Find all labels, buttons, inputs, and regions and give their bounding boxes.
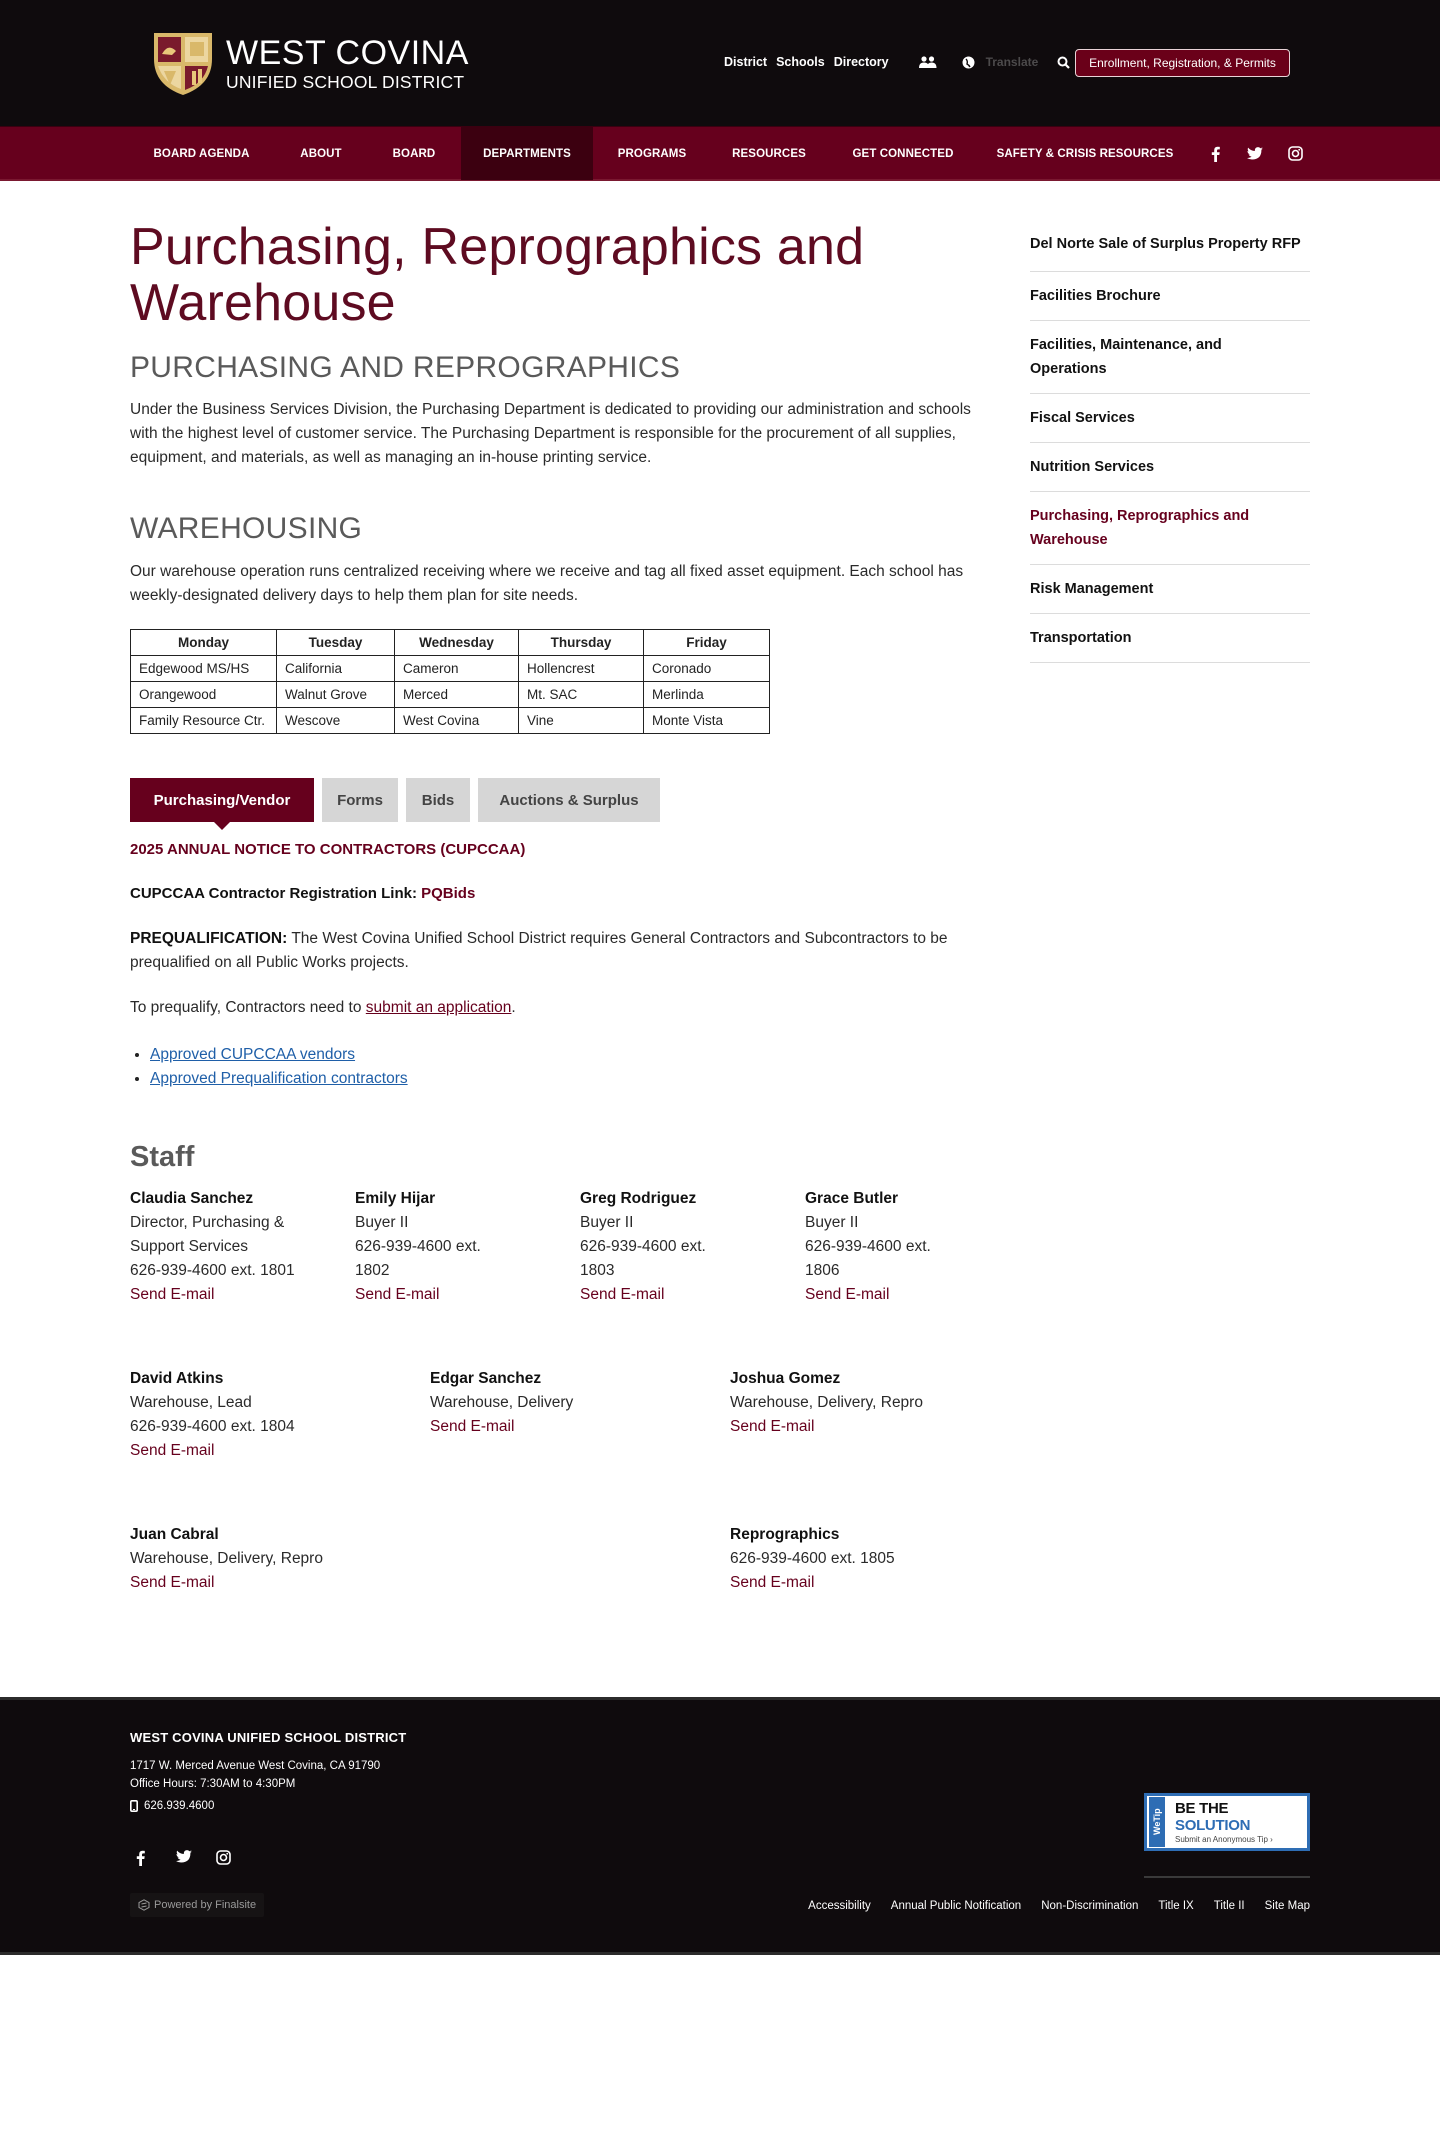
staff-title: Warehouse, Lead [130,1394,252,1411]
tab-forms[interactable]: Forms [322,778,398,822]
content-tabs [130,778,668,822]
staff-card [805,1187,1005,1307]
sidebar-item-facilities-maintenance[interactable]: Facilities, Maintenance, and Operations [1030,321,1310,394]
footer-link-title-ix[interactable]: Title IX [1158,1900,1194,1912]
finalsite-logo-icon [138,1899,150,1911]
footer-link-non-discrimination[interactable]: Non-Discrimination [1041,1900,1139,1912]
send-email-link[interactable]: Send E-mail [580,1286,665,1303]
staff-card [130,1187,330,1307]
send-email-link[interactable]: Send E-mail [130,1574,215,1591]
staff-title: Director, Purchasing & Support Services [130,1214,285,1255]
annual-notice-heading: 2025 ANNUAL NOTICE TO CONTRACTORS (CUPCCAA) [130,841,526,858]
table-cell: Mt. SAC [519,682,644,708]
tab-bids[interactable]: Bids [406,778,470,822]
prequalification-text [130,927,1000,975]
table-cell: West Covina [395,708,519,734]
phone-icon [130,1800,138,1812]
site-footer [0,1697,1440,1955]
send-email-link[interactable]: Send E-mail [730,1574,815,1591]
staff-title: Buyer II [805,1214,859,1231]
send-email-link[interactable]: Send E-mail [130,1442,215,1459]
top-header [0,0,1440,126]
footer-hours: Office Hours: 7:30AM to 4:30PM [130,1778,296,1790]
nav-get-connected[interactable]: GET CONNECTED [852,147,954,160]
send-email-link[interactable]: Send E-mail [130,1286,215,1303]
registration-label: CUPCCAA Contractor Registration Link: [130,885,422,902]
sidebar-item-risk-management[interactable]: Risk Management [1030,565,1310,614]
footer-link-annual-public-notification[interactable]: Annual Public Notification [890,1900,1022,1912]
footer-address-block [130,1757,380,1793]
footer-divider [1144,1876,1310,1878]
search-icon[interactable] [1056,56,1070,69]
nav-board-agenda[interactable]: BOARD AGENDA [153,147,250,160]
sidebar-item-nutrition-services[interactable]: Nutrition Services [1030,443,1310,492]
staff-phone: 626-939-4600 ext. 1804 [130,1418,295,1435]
district-logo-link[interactable] [150,29,469,97]
staff-name: Greg Rodriguez [580,1190,697,1207]
table-cell: Hollencrest [519,656,644,682]
footer-phone-link[interactable] [130,1800,214,1812]
table-header-row [131,630,770,656]
footer-social [136,1850,256,1866]
table-cell: Walnut Grove [277,682,395,708]
table-cell: Family Resource Ctr. [131,708,277,734]
table-header: Monday [131,630,277,656]
wetip-headline-a: BE THE [1175,1800,1229,1817]
staff-card [730,1367,1010,1439]
nav-programs[interactable]: PROGRAMS [617,147,687,160]
tab-auctions-surplus[interactable]: Auctions & Surplus [478,778,660,822]
wetip-logo: WeTip [1149,1797,1165,1847]
staff-title: Warehouse, Delivery, Repro [730,1394,923,1411]
staff-card [730,1523,1010,1595]
send-email-link[interactable]: Send E-mail [730,1418,815,1435]
table-cell: Coronado [644,656,770,682]
footer-link-accessibility[interactable]: Accessibility [808,1900,871,1912]
staff-name: David Atkins [130,1370,224,1387]
table-header: Thursday [519,630,644,656]
sidebar-item-facilities-brochure[interactable]: Facilities Brochure [1030,272,1310,321]
sidebar-item-fiscal-services[interactable]: Fiscal Services [1030,394,1310,443]
section-heading-purchasing: PURCHASING AND REPROGRAPHICS [130,351,681,384]
apply-text: To prequalify, Contractors need to [130,999,366,1016]
page-title: Purchasing, Reprographics and Warehouse [130,218,865,332]
staff-card [130,1523,430,1595]
people-icon[interactable] [918,56,938,68]
sidebar-item-purchasing[interactable]: Purchasing, Reprographics and Warehouse [1030,492,1310,565]
util-link-directory[interactable]: Directory [833,55,889,69]
send-email-link[interactable]: Send E-mail [355,1286,440,1303]
logo-subtitle: UNIFIED SCHOOL DISTRICT [226,71,465,92]
staff-title: Warehouse, Delivery, Repro [130,1550,323,1567]
send-email-link[interactable]: Send E-mail [430,1418,515,1435]
send-email-link[interactable]: Send E-mail [805,1286,890,1303]
table-header: Friday [644,630,770,656]
powered-by-finalsite[interactable] [130,1893,264,1917]
list-item [150,1043,408,1067]
instagram-icon[interactable] [216,1850,256,1866]
staff-phone: 626-939-4600 ext. 1805 [730,1550,895,1567]
footer-phone: 626.939.4600 [144,1800,215,1812]
globe-icon[interactable] [962,56,976,69]
table-cell: Monte Vista [644,708,770,734]
table-cell: Vine [519,708,644,734]
staff-name: Joshua Gomez [730,1370,841,1387]
purchasing-description: Under the Business Services Division, the Purchasing Department is dedicated to providing our administration and schools with the highest level of customer service. The Purchasing Department is responsible for the procurement of all supplies, equipment, and materials, as well as managing an in-house printing service. [130,401,971,466]
table-row [131,656,770,682]
wetip-subtext: Submit an Anonymous Tip › [1175,1835,1273,1844]
section-heading-warehousing: WAREHOUSING [130,512,363,545]
staff-phone: 626-939-4600 ext. 1806 [805,1238,931,1279]
enrollment-button[interactable]: Enrollment, Registration, & Permits [1075,49,1290,77]
footer-link-title-ii[interactable]: Title II [1213,1900,1245,1912]
staff-heading: Staff [130,1141,195,1173]
translate-link[interactable]: Translate [985,55,1039,69]
pqbids-link[interactable]: PQBids [421,885,476,902]
instagram-icon[interactable] [1283,127,1307,180]
facebook-icon[interactable] [1203,127,1227,180]
approved-lists [150,1043,408,1091]
registration-line [130,885,475,902]
table-row [131,682,770,708]
utility-nav [724,50,1070,74]
table-header: Wednesday [395,630,519,656]
table-header: Tuesday [277,630,395,656]
nav-safety-crisis-resources[interactable]: SAFETY & CRISIS RESOURCES [996,147,1174,160]
prequalification-body: The West Covina Unified School District requires General Contractors and Subcontractors to be prequalified on all Public Works projects. [130,930,948,971]
warehousing-description: Our warehouse operation runs centralized receiving where we receive and tag all fixed asset equipment. Each school has weekly-designated delivery days to help them plan for site needs. [130,563,964,604]
staff-card [130,1367,410,1463]
staff-card [355,1187,555,1307]
staff-card [430,1367,710,1439]
department-sidebar [1030,232,1310,663]
util-link-schools[interactable]: Schools [776,55,825,69]
nav-about[interactable]: ABOUT [300,147,342,160]
prequalification-label: PREQUALIFICATION: [130,930,288,947]
sidebar-item-del-norte-rfp[interactable]: Del Norte Sale of Surplus Property RFP [1030,232,1310,272]
nav-departments[interactable]: DEPARTMENTS [461,127,593,180]
footer-links [788,1900,1310,1912]
staff-name: Reprographics [730,1526,840,1543]
delivery-schedule-table [130,629,770,734]
table-cell: Wescove [277,708,395,734]
wetip-headline-b: SOLUTION [1175,1817,1251,1834]
table-cell: Merlinda [644,682,770,708]
approved-prequalification-contractors-link[interactable]: Approved Prequalification contractors [150,1070,408,1087]
staff-phone: 626-939-4600 ext. 1802 [355,1238,481,1279]
wetip-headline [1175,1800,1307,1834]
util-link-district[interactable]: District [724,55,768,69]
twitter-icon[interactable] [176,1850,216,1866]
footer-address: 1717 W. Merced Avenue West Covina, CA 91790 [130,1760,381,1772]
table-cell: Cameron [395,656,519,682]
powered-by-text: Powered by Finalsite [154,1899,257,1911]
logo-title: WEST COVINA [226,33,469,72]
footer-link-site-map[interactable]: Site Map [1264,1900,1310,1912]
staff-name: Claudia Sanchez [130,1190,254,1207]
apply-period: . [511,999,516,1016]
table-cell: Merced [395,682,519,708]
staff-title: Buyer II [355,1214,409,1231]
facebook-icon[interactable] [136,1850,176,1866]
table-cell: Orangewood [131,682,277,708]
footer-district-name: WEST COVINA UNIFIED SCHOOL DISTRICT [130,1730,407,1745]
staff-title: Warehouse, Delivery [430,1394,574,1411]
submit-application-link[interactable]: submit an application [365,999,512,1016]
staff-phone: 626-939-4600 ext. 1803 [580,1238,706,1279]
staff-name: Grace Butler [805,1190,899,1207]
staff-title: Buyer II [580,1214,634,1231]
district-crest-icon [150,29,216,97]
staff-name: Emily Hijar [355,1190,436,1207]
tab-purchasing-vendor[interactable]: Purchasing/Vendor [130,778,314,822]
table-row [131,708,770,734]
staff-name: Edgar Sanchez [430,1370,542,1387]
staff-card [580,1187,780,1307]
approved-cupccaa-vendors-link[interactable]: Approved CUPCCAA vendors [150,1046,356,1063]
table-cell: California [277,656,395,682]
apply-line [130,999,516,1017]
main-nav [0,126,1440,181]
sidebar-item-transportation[interactable]: Transportation [1030,614,1310,663]
table-cell: Edgewood MS/HS [131,656,277,682]
wetip-banner[interactable] [1144,1793,1310,1851]
nav-board[interactable]: BOARD [392,147,436,160]
nav-resources[interactable]: RESOURCES [732,147,806,160]
twitter-icon[interactable] [1243,127,1267,180]
staff-phone: 626-939-4600 ext. 1801 [130,1262,295,1279]
staff-name: Juan Cabral [130,1526,219,1543]
list-item [150,1067,408,1091]
